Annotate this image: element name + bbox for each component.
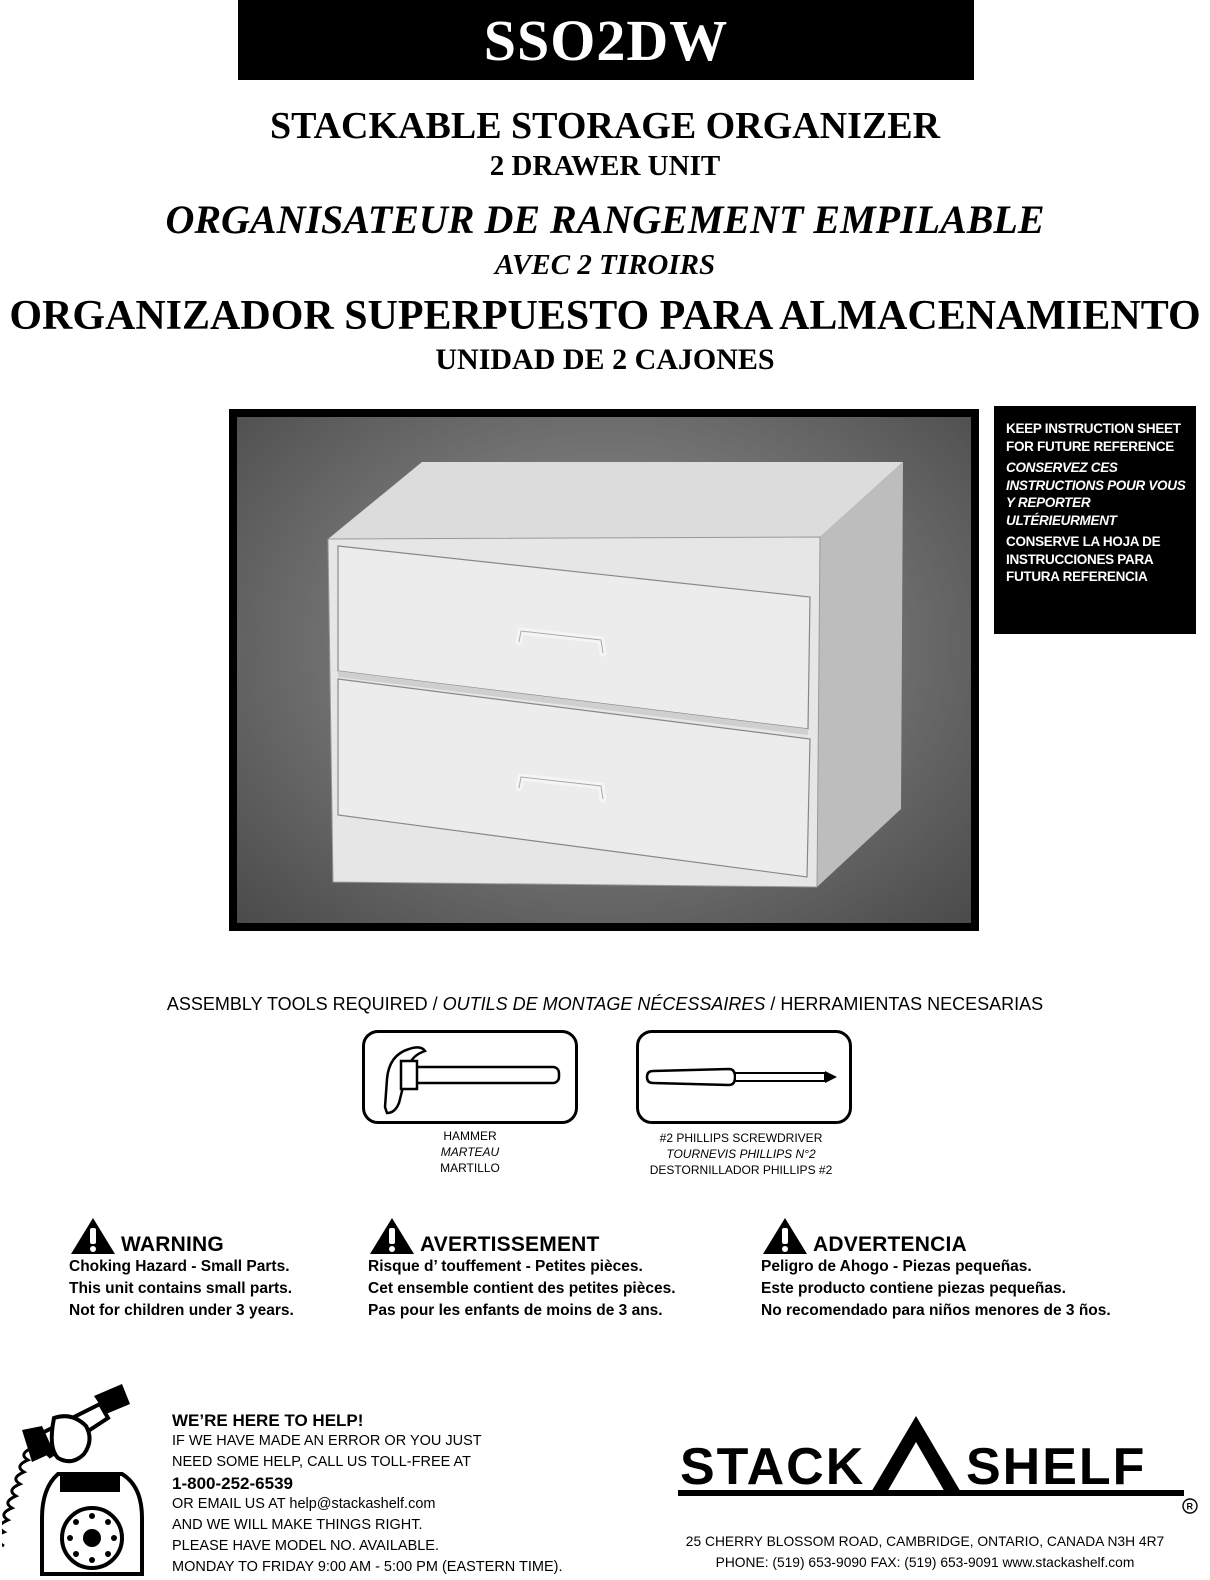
svg-text:R: R bbox=[1186, 1501, 1193, 1512]
warning-line: Risque d’ touffement - Petites pièces. bbox=[368, 1258, 643, 1275]
warning-title-spanish: ADVERTENCIA bbox=[813, 1233, 967, 1256]
help-hours: MONDAY TO FRIDAY 9:00 AM - 5:00 PM (EASTERN TIME). bbox=[172, 1559, 563, 1575]
warning-line: This unit contains small parts. bbox=[69, 1280, 293, 1297]
help-line: AND WE WILL MAKE THINGS RIGHT. bbox=[172, 1517, 423, 1533]
warning-title-french: AVERTISSEMENT bbox=[420, 1233, 600, 1256]
help-line: PLEASE HAVE MODEL NO. AVAILABLE. bbox=[172, 1538, 440, 1554]
toll-free-phone[interactable]: 1-800-252-6539 bbox=[172, 1474, 293, 1493]
tools-heading-english: ASSEMBLY TOOLS REQUIRED / bbox=[166, 994, 443, 1014]
warning-line: Not for children under 3 years. bbox=[69, 1302, 294, 1319]
drawer-unit-illustration bbox=[237, 417, 971, 923]
help-email-line[interactable]: OR EMAIL US AT help@stackashelf.com bbox=[172, 1496, 436, 1512]
keep-notice-english: KEEP INSTRUCTION SHEET FOR FUTURE REFERENCE bbox=[1006, 421, 1181, 454]
keep-notice-french: CONSERVEZ CES INSTRUCTIONS POUR VOUS Y REPORTER ULTÉRIEURMENT bbox=[1006, 460, 1186, 528]
company-contact: PHONE: (519) 653-9090 FAX: (519) 653-9091 www.stackashelf.com bbox=[715, 1555, 1135, 1570]
help-line: NEED SOME HELP, CALL US TOLL-FREE AT bbox=[172, 1454, 471, 1470]
stackashelf-logo bbox=[674, 1410, 1200, 1520]
warning-english bbox=[69, 1216, 294, 1322]
hammer-label-english: HAMMER bbox=[443, 1129, 497, 1143]
title-spanish: ORGANIZADOR SUPERPUESTO PARA ALMACENAMIENTO bbox=[9, 293, 1201, 339]
warning-line: Choking Hazard - Small Parts. bbox=[69, 1258, 290, 1275]
warning-french bbox=[368, 1216, 676, 1322]
svg-text:SHELF: SHELF bbox=[966, 1438, 1147, 1496]
subtitle-spanish: UNIDAD DE 2 CAJONES bbox=[435, 343, 775, 376]
tools-heading bbox=[0, 994, 1210, 1015]
hammer-label-spanish: MARTILLO bbox=[440, 1161, 500, 1175]
help-line: IF WE HAVE MADE AN ERROR OR YOU JUST bbox=[172, 1433, 482, 1449]
screwdriver-label bbox=[626, 1130, 856, 1178]
subtitle-english: 2 DRAWER UNIT bbox=[489, 150, 721, 182]
company-address: 25 CHERRY BLOSSOM ROAD, CAMBRIDGE, ONTARIO, CANADA N3H 4R7 bbox=[685, 1534, 1165, 1549]
screwdriver-label-french: TOURNEVIS PHILLIPS N°2 bbox=[666, 1147, 816, 1161]
svg-text:STACK: STACK bbox=[680, 1438, 866, 1496]
warning-line: Este producto contiene piezas pequeñas. bbox=[761, 1280, 1066, 1297]
title-french: ORGANISATEUR DE RANGEMENT EMPILABLE bbox=[165, 197, 1045, 242]
keep-instructions-notice bbox=[994, 406, 1196, 634]
warning-line: Cet ensemble contient des petites pièces. bbox=[368, 1280, 676, 1297]
warning-triangle-icon bbox=[368, 1216, 416, 1256]
hammer-icon bbox=[365, 1033, 575, 1121]
model-number: SSO2DW bbox=[238, 0, 974, 80]
hammer-tool-box bbox=[362, 1030, 578, 1124]
telephone-icon bbox=[2, 1378, 162, 1578]
warning-spanish bbox=[761, 1216, 1111, 1322]
warning-line: No recomendado para niños menores de 3 ños. bbox=[761, 1302, 1111, 1319]
screwdriver-label-spanish: DESTORNILLADOR PHILLIPS #2 bbox=[649, 1163, 833, 1177]
hammer-label-french: MARTEAU bbox=[440, 1145, 500, 1159]
tools-heading-spanish: / HERRAMIENTAS NECESARIAS bbox=[765, 994, 1044, 1014]
warning-triangle-icon bbox=[69, 1216, 117, 1256]
warning-line: Pas pour les enfants de moins de 3 ans. bbox=[368, 1302, 663, 1319]
help-section bbox=[172, 1410, 563, 1578]
hammer-label bbox=[380, 1128, 560, 1176]
warning-line: Peligro de Ahogo - Piezas pequeñas. bbox=[761, 1258, 1032, 1275]
screwdriver-label-english: #2 PHILLIPS SCREWDRIVER bbox=[659, 1131, 823, 1145]
keep-notice-spanish: CONSERVE LA HOJA DE INSTRUCCIONES PARA FUTURA REFERENCIA bbox=[1006, 534, 1161, 584]
warning-title-english: WARNING bbox=[121, 1233, 224, 1256]
title-english: STACKABLE STORAGE ORGANIZER bbox=[269, 105, 941, 147]
screwdriver-tool-box bbox=[636, 1030, 852, 1124]
screwdriver-icon bbox=[639, 1033, 849, 1121]
tools-heading-french: OUTILS DE MONTAGE NÉCESSAIRES bbox=[442, 994, 766, 1014]
product-photo bbox=[229, 409, 979, 931]
help-heading: WE’RE HERE TO HELP! bbox=[172, 1411, 364, 1430]
subtitle-french: AVEC 2 TIROIRS bbox=[494, 249, 716, 281]
warning-triangle-icon bbox=[761, 1216, 809, 1256]
